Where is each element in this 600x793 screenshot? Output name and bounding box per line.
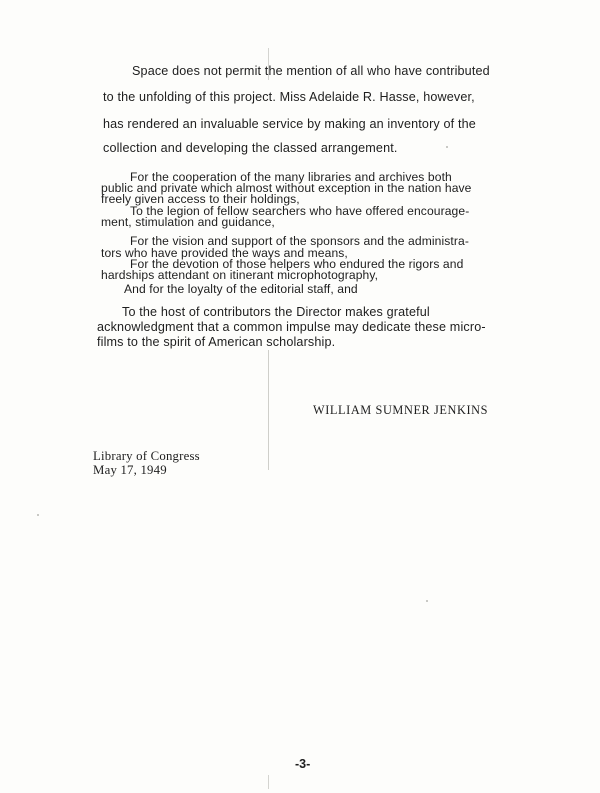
- text-line: For the vision and support of the sponsors and the administra-: [130, 234, 469, 248]
- text-line: To the host of contributors the Director makes grateful: [122, 305, 430, 319]
- text-line: ment, stimulation and guidance,: [101, 215, 275, 229]
- paper-speck: [37, 514, 39, 516]
- text-line: to the unfolding of this project. Miss Adelaide R. Hasse, however,: [103, 90, 475, 104]
- text-line: has rendered an invaluable service by making an inventory of the: [103, 117, 476, 131]
- origin-date: May 17, 1949: [93, 463, 167, 477]
- text-line: public and private which almost without exception in the nation have: [101, 181, 472, 195]
- signature-name: WILLIAM SUMNER JENKINS: [313, 403, 489, 417]
- text-line: freely given access to their holdings,: [101, 192, 300, 206]
- text-line: Space does not permit the mention of all who have contributed: [132, 64, 490, 78]
- text-line: And for the loyalty of the editorial staff, and: [124, 282, 358, 296]
- text-line: tors who have provided the ways and means,: [101, 246, 348, 260]
- paper-fold-mark: [268, 775, 269, 789]
- text-line: For the devotion of those helpers who endured the rigors and: [130, 257, 464, 271]
- paper-speck: [426, 600, 428, 602]
- text-line: films to the spirit of American scholarship.: [97, 335, 336, 349]
- text-line: hardships attendant on itinerant microphotography,: [101, 268, 379, 282]
- text-line: For the cooperation of the many libraries and archives both: [130, 170, 452, 184]
- paper-fold-mark: [268, 350, 269, 470]
- origin-place: Library of Congress: [93, 449, 200, 463]
- text-line: To the legion of fellow searchers who have offered encourage-: [130, 204, 470, 218]
- text-line: collection and developing the classed arrangement.: [103, 141, 398, 155]
- text-line: acknowledgment that a common impulse may dedicate these micro-: [97, 320, 486, 334]
- paper-speck: [446, 146, 448, 148]
- page-number: -3-: [295, 757, 311, 771]
